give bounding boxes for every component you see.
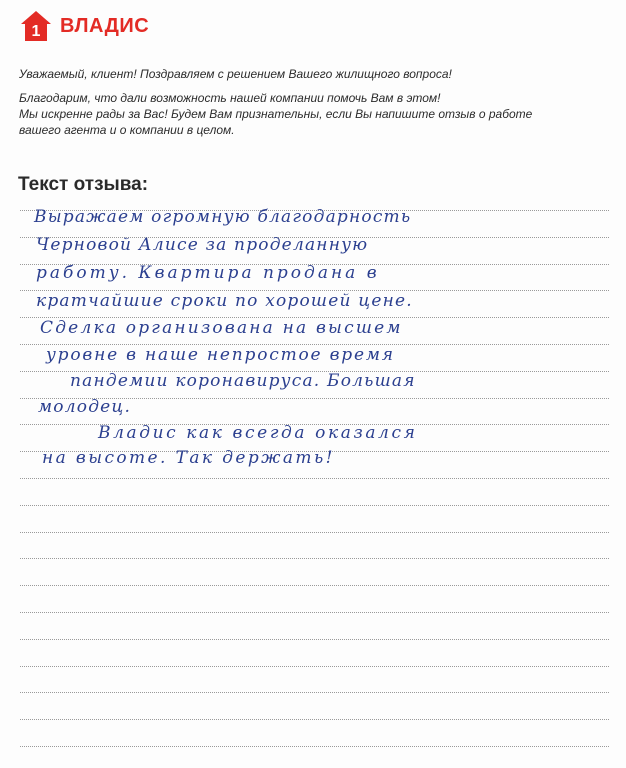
handwritten-line: Сделка организована на высшем (40, 318, 403, 338)
handwritten-line: уровне в наше непростое время (46, 345, 395, 365)
intro-request-cont: вашего агента и о компании в целом. (19, 123, 235, 137)
handwritten-line: молодец. (38, 397, 132, 417)
handwritten-line: пандемии коронавируса. Большая (70, 371, 416, 391)
intro-thanks: Благодарим, что дали возможность нашей компании помочь Вам в этом! (19, 91, 441, 105)
review-heading: Текст отзыва: (18, 174, 149, 195)
handwritten-review (20, 0, 609, 768)
handwritten-line: на высоте. Так держать! (42, 448, 335, 468)
handwritten-line: Владис как всегда оказался (98, 423, 418, 443)
handwritten-line: Черновой Алисе за проделанную (36, 235, 369, 255)
brand-name: ВЛАДИС (60, 14, 150, 37)
intro-greeting: Уважаемый, клиент! Поздравляем с решением Вашего жилищного вопроса! (19, 67, 452, 81)
intro-request: Мы искренне рады за Вас! Будем Вам признательны, если Вы напишите отзыв о работе (19, 107, 533, 121)
handwritten-line: Выражаем огромную благодарность (34, 207, 412, 227)
logo-digit: 1 (31, 23, 41, 40)
handwritten-line: работу. Квартира продана в (36, 263, 380, 283)
handwritten-line: кратчайшие сроки по хорошей цене. (36, 291, 413, 311)
